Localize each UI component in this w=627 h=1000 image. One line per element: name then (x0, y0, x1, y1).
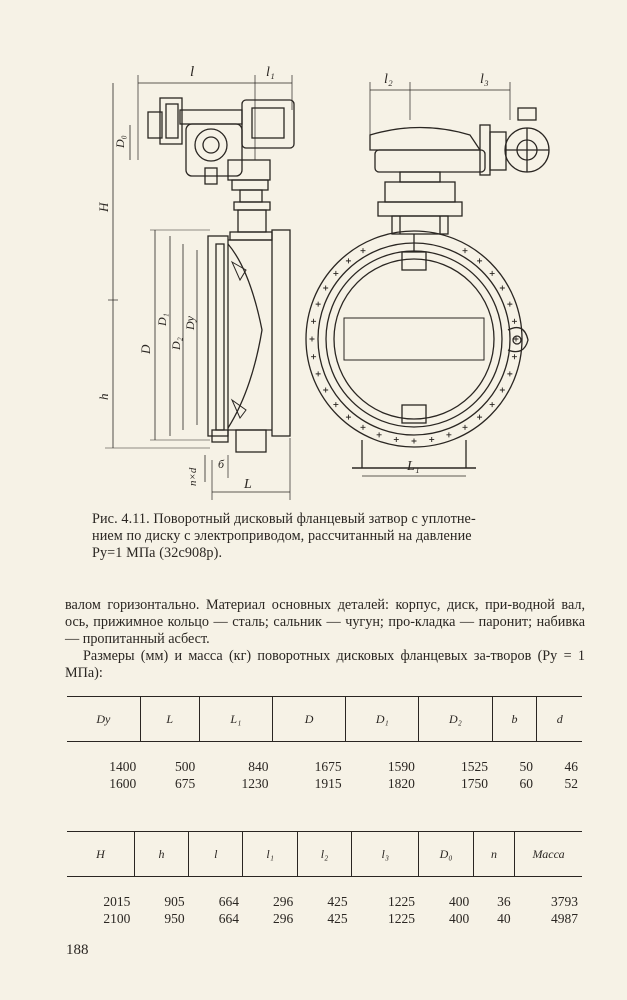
table-cell: 1225 (387, 911, 415, 926)
table-cell: 50 (519, 759, 533, 774)
table-2-header-row (67, 832, 582, 877)
page-number: 188 (66, 942, 89, 958)
dimensions-table-1 (67, 696, 582, 792)
bolt-hole-mark (446, 432, 451, 437)
table-cell: 1675 (314, 759, 342, 774)
table-1-body (67, 742, 582, 793)
table-cell: 4987 (551, 911, 578, 926)
table-cell: 1225 (387, 894, 415, 909)
table-cell: 1590 (387, 759, 415, 774)
column-header: H (67, 832, 134, 877)
label-l2: l₂ (384, 72, 393, 87)
table-cell: 675 (175, 776, 196, 791)
paragraph-dimensions-intro: Размеры (мм) и масса (кг) поворотных дисковых фланцевых за-творов (Pу = 1 МПа): (65, 648, 585, 681)
table-cell: 46 (564, 759, 578, 774)
bolt-hole-mark (316, 302, 321, 307)
table-cell: 950 (164, 911, 185, 926)
column-header: Масса (515, 832, 582, 877)
bolt-hole-mark (311, 354, 316, 359)
column-header: D₁ (346, 697, 419, 742)
table-cell: 60 (519, 776, 533, 791)
bolt-hole-mark (500, 286, 505, 291)
table-cell: 1400 (109, 759, 137, 774)
bolt-hole-mark (490, 402, 495, 407)
table-cell: 1915 (314, 776, 342, 791)
table-cell: 664 (218, 894, 239, 909)
table-cell: 425 (327, 911, 348, 926)
bolt-hole-mark (310, 337, 315, 342)
table-cell: 664 (218, 911, 239, 926)
bolt-hole-mark (394, 437, 399, 442)
column-header: L (140, 697, 199, 742)
bolt-hole-mark (377, 432, 382, 437)
column-header: b (492, 697, 537, 742)
label-L1: L₁ (407, 459, 420, 474)
caption-line-1: Рис. 4.11. Поворотный дисковый фланцевый затвор с уплотне- (92, 511, 476, 527)
label-b: б (218, 457, 225, 471)
column-header: L₁ (199, 697, 272, 742)
bolt-hole-mark (361, 248, 366, 253)
label-l: l (190, 64, 195, 80)
label-l3: l₃ (480, 72, 489, 87)
table-cell: 400 (449, 911, 470, 926)
table-2-body (67, 877, 582, 928)
paragraph-materials: валом горизонтально. Материал основных деталей: корпус, диск, при-водной вал, ось, прижимное кольцо — сталь; сальник — чугун; про-кладка — паронит; набивка — пропитанный асбест. (65, 597, 585, 647)
table-cell: 500 (175, 759, 196, 774)
table-cell: 296 (273, 894, 294, 909)
label-D2: D₂ (169, 337, 183, 350)
table-cell: 1600 (109, 776, 137, 791)
table-cell: 425 (327, 894, 348, 909)
table-row (67, 775, 582, 792)
label-H: H (96, 202, 111, 212)
bolt-hole-mark (311, 319, 316, 324)
column-header: D₂ (419, 697, 492, 742)
bolt-hole-mark (323, 388, 328, 393)
bolt-hole-mark (333, 402, 338, 407)
label-D0: D₀ (113, 135, 127, 148)
table-cell: 36 (497, 894, 511, 909)
table-cell: 1230 (241, 776, 269, 791)
table-cell: 840 (248, 759, 269, 774)
column-header: Dу (67, 697, 140, 742)
bolt-hole-mark (477, 415, 482, 420)
dimensions-table-2 (67, 831, 582, 927)
column-header: D₀ (419, 832, 473, 877)
table-cell: 905 (164, 894, 185, 909)
column-header: h (134, 832, 188, 877)
table-row (67, 742, 582, 776)
bolt-hole-mark (507, 371, 512, 376)
body-text (65, 597, 585, 682)
table-cell: 2015 (103, 894, 131, 909)
label-nd: n×d (187, 467, 199, 486)
label-h: h (96, 393, 111, 400)
column-header: l (189, 832, 243, 877)
bolt-hole-mark (323, 286, 328, 291)
caption-line-2: нием по диску с электроприводом, рассчитанный на давление (92, 528, 472, 544)
bolt-hole-mark (512, 319, 517, 324)
bolt-hole-mark (477, 258, 482, 263)
table-cell: 3793 (551, 894, 578, 909)
bolt-hole-mark (361, 425, 366, 430)
label-D: D (138, 344, 153, 354)
table-cell: 1820 (387, 776, 415, 791)
bolt-hole-mark (500, 388, 505, 393)
table-cell: 52 (564, 776, 578, 791)
bolt-hole-mark (512, 354, 517, 359)
bolt-hole-mark (490, 271, 495, 276)
table-cell: 1750 (461, 776, 489, 791)
column-header: n (473, 832, 514, 877)
table-cell: 1525 (461, 759, 489, 774)
bolt-hole-mark (333, 271, 338, 276)
bolt-hole-mark (463, 425, 468, 430)
table-cell: 2100 (103, 911, 131, 926)
table-row (67, 910, 582, 927)
bolt-hole-mark (429, 437, 434, 442)
column-header: d (537, 697, 582, 742)
table-cell: 40 (497, 911, 511, 926)
bolt-hole-mark (412, 439, 417, 444)
bolt-hole-mark (463, 248, 468, 253)
table-cell: 400 (449, 894, 470, 909)
bolt-hole-mark (316, 371, 321, 376)
column-header: l₃ (352, 832, 419, 877)
caption-line-3: Pу=1 МПа (32с908р). (92, 545, 223, 561)
figure-caption (92, 511, 572, 562)
table-row (67, 877, 582, 911)
label-Dy: Dy (183, 316, 197, 330)
bolt-hole-mark (346, 415, 351, 420)
table-1-header-row (67, 697, 582, 742)
bolt-hole-mark (507, 302, 512, 307)
column-header: l₁ (243, 832, 297, 877)
label-D1: D₁ (155, 313, 169, 326)
column-header: l₂ (297, 832, 351, 877)
table-cell: 296 (273, 911, 294, 926)
bolt-hole-mark (346, 258, 351, 263)
column-header: D (272, 697, 345, 742)
label-l1: l₁ (266, 65, 275, 80)
label-L: L (244, 477, 252, 492)
